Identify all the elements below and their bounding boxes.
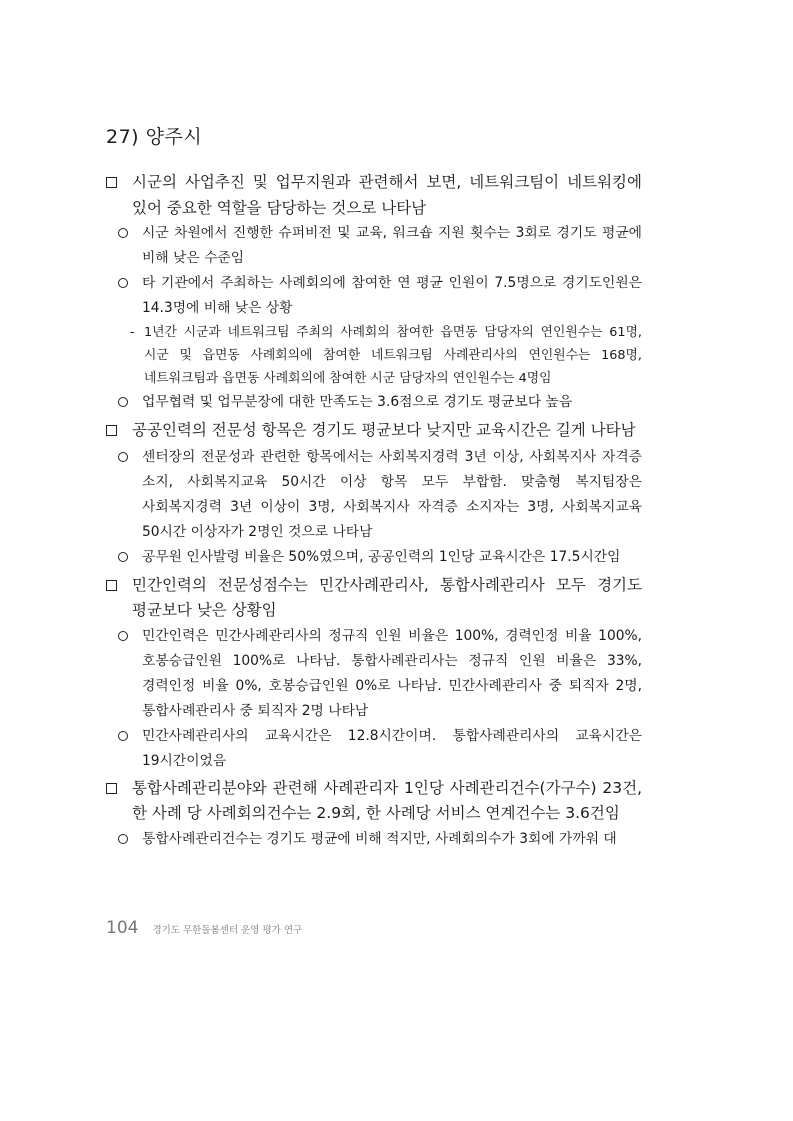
bullet-text: 센터장의 전문성과 관련한 항목에서는 사회복지경력 3년 이상, 사회복지사 자격증 소지, 사회복지교육 50시간 이상 항목 모두 부합함. 맞춤형 복지팀장은 사회복지경력 3년 이상이 3명, 사회복지사 자격증 소지자는 3명, 사회복지교육 50시간 이상자가 2명인 것으로 나타남 (142, 448, 642, 540)
bullet-circle-item (118, 445, 642, 545)
bullet-square-item (106, 418, 642, 445)
bullet-text: 1년간 시군과 네트워크팀 주최의 사례회의 참여한 읍면동 담당자의 연인원수는 61명, 시군 및 읍면동 사례회의에 참여한 네트워크팀 사례관리사의 연인원수는 168명, 네트워크팀과 읍면동 사례회의에 참여한 시군 담당자의 연인원수는 4명임 (144, 325, 642, 386)
bullet-circle-item (118, 390, 642, 416)
circle-bullet-icon (118, 545, 142, 571)
bullet-circle-item (118, 271, 642, 321)
circle-bullet-icon (118, 724, 142, 750)
page-footer (106, 918, 302, 938)
bullet-text: 민간사례관리사의 교육시간은 12.8시간이며. 통합사례관리사의 교육시간은 19시간이었음 (142, 727, 642, 769)
bullet-circle-item (118, 827, 642, 853)
bullet-text: 민간인력의 전문성점수는 민간사례관리사, 통합사례관리사 모두 경기도 평균보다 낮은 상황임 (132, 575, 642, 619)
bullet-square-item (106, 573, 642, 624)
bullet-circle-item (118, 724, 642, 774)
square-bullet-icon (106, 776, 132, 803)
dash-bullet-icon: - (130, 325, 135, 340)
square-bullet-icon (106, 573, 132, 600)
bullet-circle-item (118, 221, 642, 271)
bullet-circle-item (118, 545, 642, 571)
bullet-text: 시군 차원에서 진행한 슈퍼비전 및 교육, 워크숍 지원 횟수는 3회로 경기도 평균에 비해 낮은 수준임 (142, 225, 642, 266)
bullet-text: 통합사례관리건수는 경기도 평균에 비해 적지만, 사례회의수가 3회에 가까워 대 (142, 830, 617, 847)
circle-bullet-icon (118, 271, 142, 297)
bullet-text: 타 기관에서 주최하는 사례회의에 참여한 연 평균 인원이 7.5명으로 경기도인원은 14.3명에 비해 낮은 상황 (142, 275, 642, 316)
bullet-square-item (106, 170, 642, 221)
bullet-text: 업무협력 및 업무분장에 대한 만족도는 3.6점으로 경기도 평균보다 높음 (142, 394, 573, 410)
circle-bullet-icon (118, 445, 142, 471)
square-bullet-icon (106, 418, 132, 445)
circle-bullet-icon (118, 827, 142, 853)
circle-bullet-icon (118, 624, 142, 650)
bullet-text: 시군의 사업추진 및 업무지원과 관련해서 보면, 네트워크팀이 네트워킹에 있어 중요한 역할을 담당하는 것으로 나타남 (132, 173, 642, 217)
bullet-text: 민간인력은 민간사례관리사의 정규직 인원 비율은 100%, 경력인정 비율 100%, 호봉승급인원 100%로 나타남. 통합사례관리사는 정규직 인원 비율은 33%, 경력인정 비율 0%, 호봉승급인원 0%로 나타남. 민간사례관리사 중 퇴직자 2명, 통합사례관리사 중 퇴직자 2명 나타남 (142, 627, 642, 719)
bullet-circle-item (118, 624, 642, 724)
bullet-text: 공공인력의 전문성 항목은 경기도 평균보다 낮지만 교육시간은 길게 나타남 (132, 421, 636, 439)
circle-bullet-icon (118, 390, 142, 416)
bullet-text: 통합사례관리분야와 관련해 사례관리자 1인당 사례관리건수(가구수) 23건, 한 사례 당 사례회의건수는 2.9회, 한 사례당 서비스 연계건수는 3.6건임 (132, 778, 642, 822)
bullet-text: 공무원 인사발령 비율은 50%였으며, 공공인력의 1인당 교육시간은 17.5시간임 (142, 548, 621, 565)
bullet-dash-item (130, 321, 642, 390)
square-bullet-icon (106, 170, 132, 197)
circle-bullet-icon (118, 221, 142, 247)
bullet-square-item (106, 776, 642, 827)
content-body (106, 170, 642, 853)
footer-doc-title: 경기도 무한돌봄센터 운영 평가 연구 (152, 925, 303, 936)
page-number: 104 (106, 918, 139, 938)
section-title: 27) 양주시 (106, 126, 203, 148)
